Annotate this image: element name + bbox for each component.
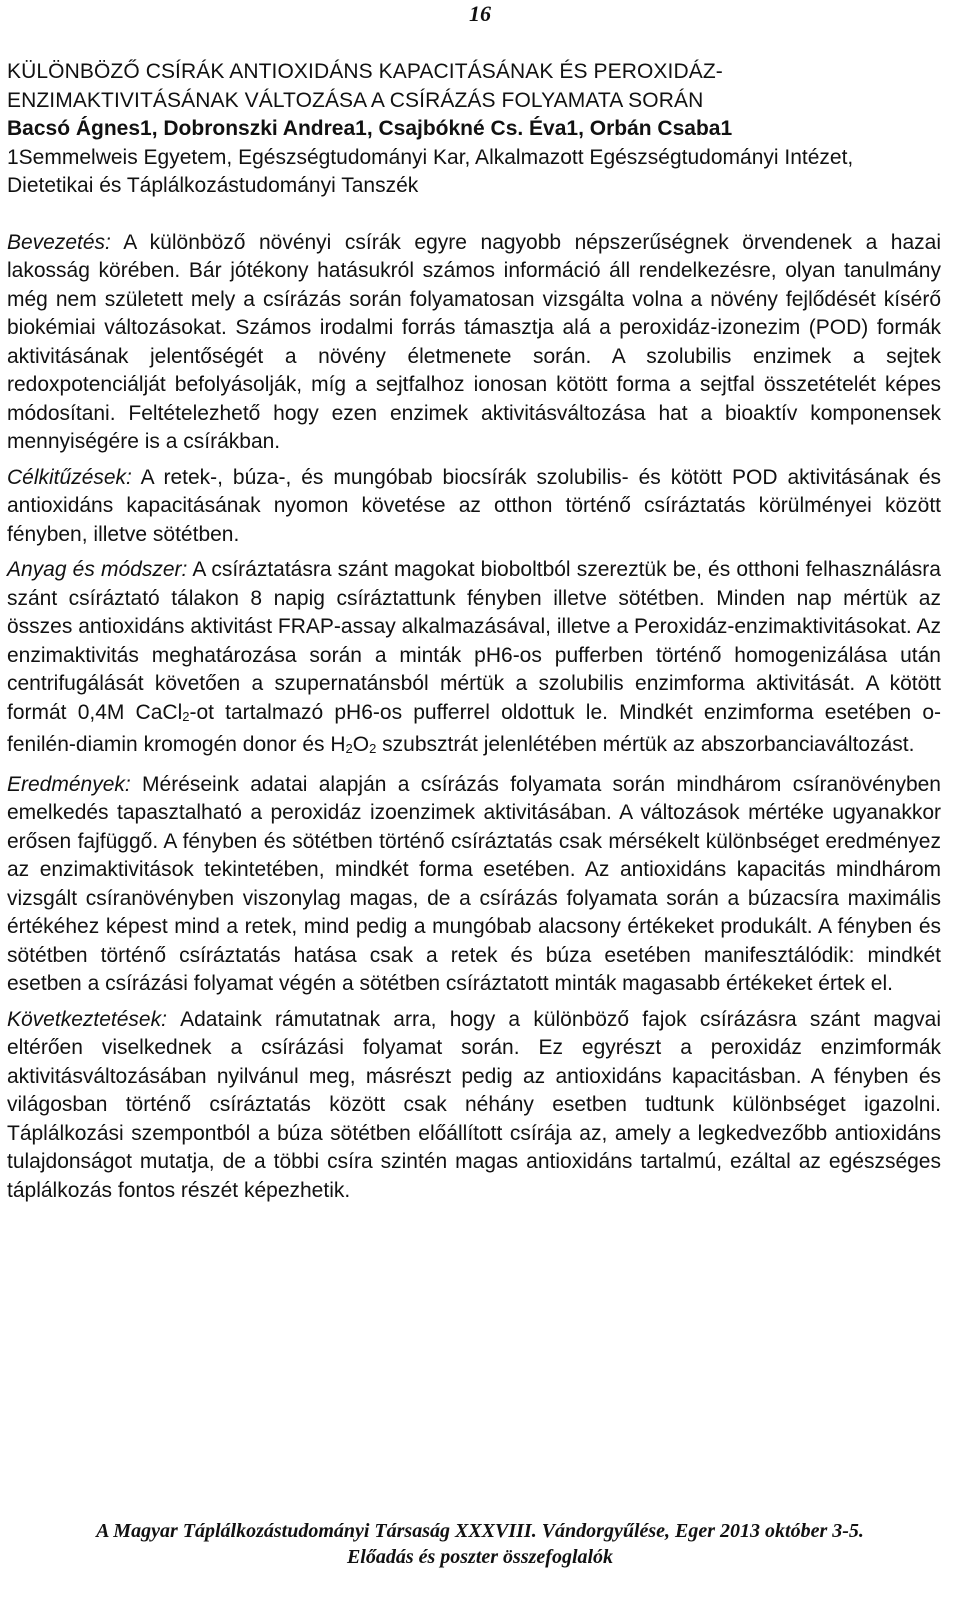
- conclusions-label: Következtetések:: [7, 1007, 181, 1031]
- footer-conference-line: A Magyar Táplálkozástudományi Társaság XXXVIII. Vándorgyűlése, Eger 2013 október 3-5.: [96, 1520, 864, 1542]
- page-number: 16: [469, 1, 491, 26]
- results-label: Eredmények:: [7, 772, 131, 796]
- page-footer: [0, 1518, 960, 1570]
- subscript: 2: [182, 708, 190, 724]
- author-list: Bacsó Ágnes1, Dobronszki Andrea1, Csajbókné Cs. Éva1, Orbán Csaba1: [7, 117, 733, 140]
- aims-paragraph: [7, 464, 941, 550]
- abstract-title-line-2: ENZIMAKTIVITÁSÁNAK VÁLTOZÁSA A CSÍRÁZÁS FOLYAMATA SORÁN: [7, 88, 704, 112]
- subscript: 2: [345, 741, 353, 756]
- methods-text: szubsztrát jelenlétében mértük az abszorbanciaváltozást.: [376, 733, 915, 756]
- footer-subtitle-line: Előadás és poszter összefoglalók: [346, 1546, 614, 1568]
- introduction-paragraph: [7, 229, 941, 457]
- section-spacer: [7, 201, 941, 229]
- methods-text: A csíráztatásra szánt magokat bioboltból szereztük be, és otthoni felhasználásra szánt csíráztató tálakon 8 napig csíráztattunk fényben illetve sötétben. Minden nap mértük az összes antioxidáns aktivitást FRAP-assay alkalmazásával, illetve a Peroxidáz-enzimaktivitásokat. Az enzimaktivitás meghatározása során a minták pH6-os pufferben történő homogenizálása után centrifugálását követően a szupernatánsból mértük a szolubilis enzimforma aktivitását. A kötött formát 0,4M CaCl: [7, 558, 941, 724]
- results-paragraph: [7, 771, 941, 999]
- aims-label: Célkitűzések:: [7, 465, 132, 489]
- methods-text: O: [352, 733, 370, 756]
- methods-label: Anyag és módszer:: [7, 558, 188, 581]
- conclusions-paragraph: [7, 1006, 941, 1206]
- aims-text: A retek-, búza-, és mungóbab biocsírák szolubilis- és kötött POD aktivitásának és antioxidáns kapacitásának nyomon követése az otthon történő csíráztatás körülményei között fényben, illetve sötétben.: [7, 465, 941, 546]
- subscript: 2: [369, 741, 377, 756]
- introduction-text: A különböző növényi csírák egyre nagyobb népszerűségnek örvendenek a hazai lakosság körében. Bár jótékony hatásukról számos információ áll rendelkezésre, olyan tanulmány még nem született mely a csírázás során folyamatosan vizsgálta volna a növény fejlődését kísérő biokémiai változásokat. Számos irodalmi forrás támasztja alá a peroxidáz-izonezim (POD) formák aktivitásának jelentőségét a növény életmenete során. A szolubilis enzimek a sejtek redoxpotenciálját befolyásolják, míg a sejtfalhoz ionosan kötött forma a sejtfal összetételét képes módosítani. Feltételezhető hogy ezen enzimek aktivitásváltozása hat a bioaktív komponensek mennyiségére is a csírákban.: [7, 230, 941, 453]
- affiliation: 1Semmelweis Egyetem, Egészségtudományi Kar, Alkalmazott Egészségtudományi Intézet, Dietetikai és Táplálkozástudományi Tanszék: [7, 145, 854, 197]
- abstract-title-line-1: KÜLÖNBÖZŐ CSÍRÁK ANTIOXIDÁNS KAPACITÁSÁNAK ÉS PEROXIDÁZ-: [7, 60, 723, 83]
- results-text: Méréseink adatai alapján a csírázás folyamata során mindhárom csíranövényben emelkedés tapasztalható a peroxidáz izoenzimek aktivitásában. A változások mértéke ugyanakkor erősen fajfüggő. A fényben és sötétben történő csíráztatás csak mérsékelt különbséget eredményez az enzimaktivitások tekintetében, mindkét forma esetében. Az antioxidáns kapacitás mindhárom vizsgált csíranövényben viszonylag magas, de a csírázás folyamata során a búzacsíra maximális értékéhez képest mind a retek, mind pedig a mungóbab alacsony értékeket produkált. A fényben és sötétben történő csíráztatás hatása csak a retek és búza esetében manifesztálódik: mindkét esetben a csírázási folyamat végén a sötétben csíráztatott minták magasabb értékeket értek el.: [7, 772, 941, 995]
- methods-text: -ot tartalmazó pH6-os pufferrel oldottuk le. Mindkét enzimforma esetében o-fenilén-diamin kromogén donor és H: [7, 700, 941, 756]
- introduction-label: Bevezetés:: [7, 230, 111, 254]
- conclusions-text: Adataink rámutatnak arra, hogy a különböző fajok csírázásra szánt magvai eltérően viselkednek a csírázási folyamat során. Ez egyrészt a peroxidáz enzimformák aktivitásváltozásában nyilvánul meg, másrészt pedig az antioxidáns kapacitásban. A fényben és világosban történő csíráztatás között csak néhány esetben tudtunk különbséget igazolni. Táplálkozási szempontból a búza sötétben előállított csírája az, amely a legkedvezőbb antioxidáns tulajdonságot mutatja, de a többi csíra szintén magas antioxidáns tartalmú, ezáltal az egészséges táplálkozás fontos részét képezhetik.: [7, 1007, 941, 1202]
- methods-paragraph: [7, 556, 941, 764]
- abstract-body: [7, 58, 941, 1212]
